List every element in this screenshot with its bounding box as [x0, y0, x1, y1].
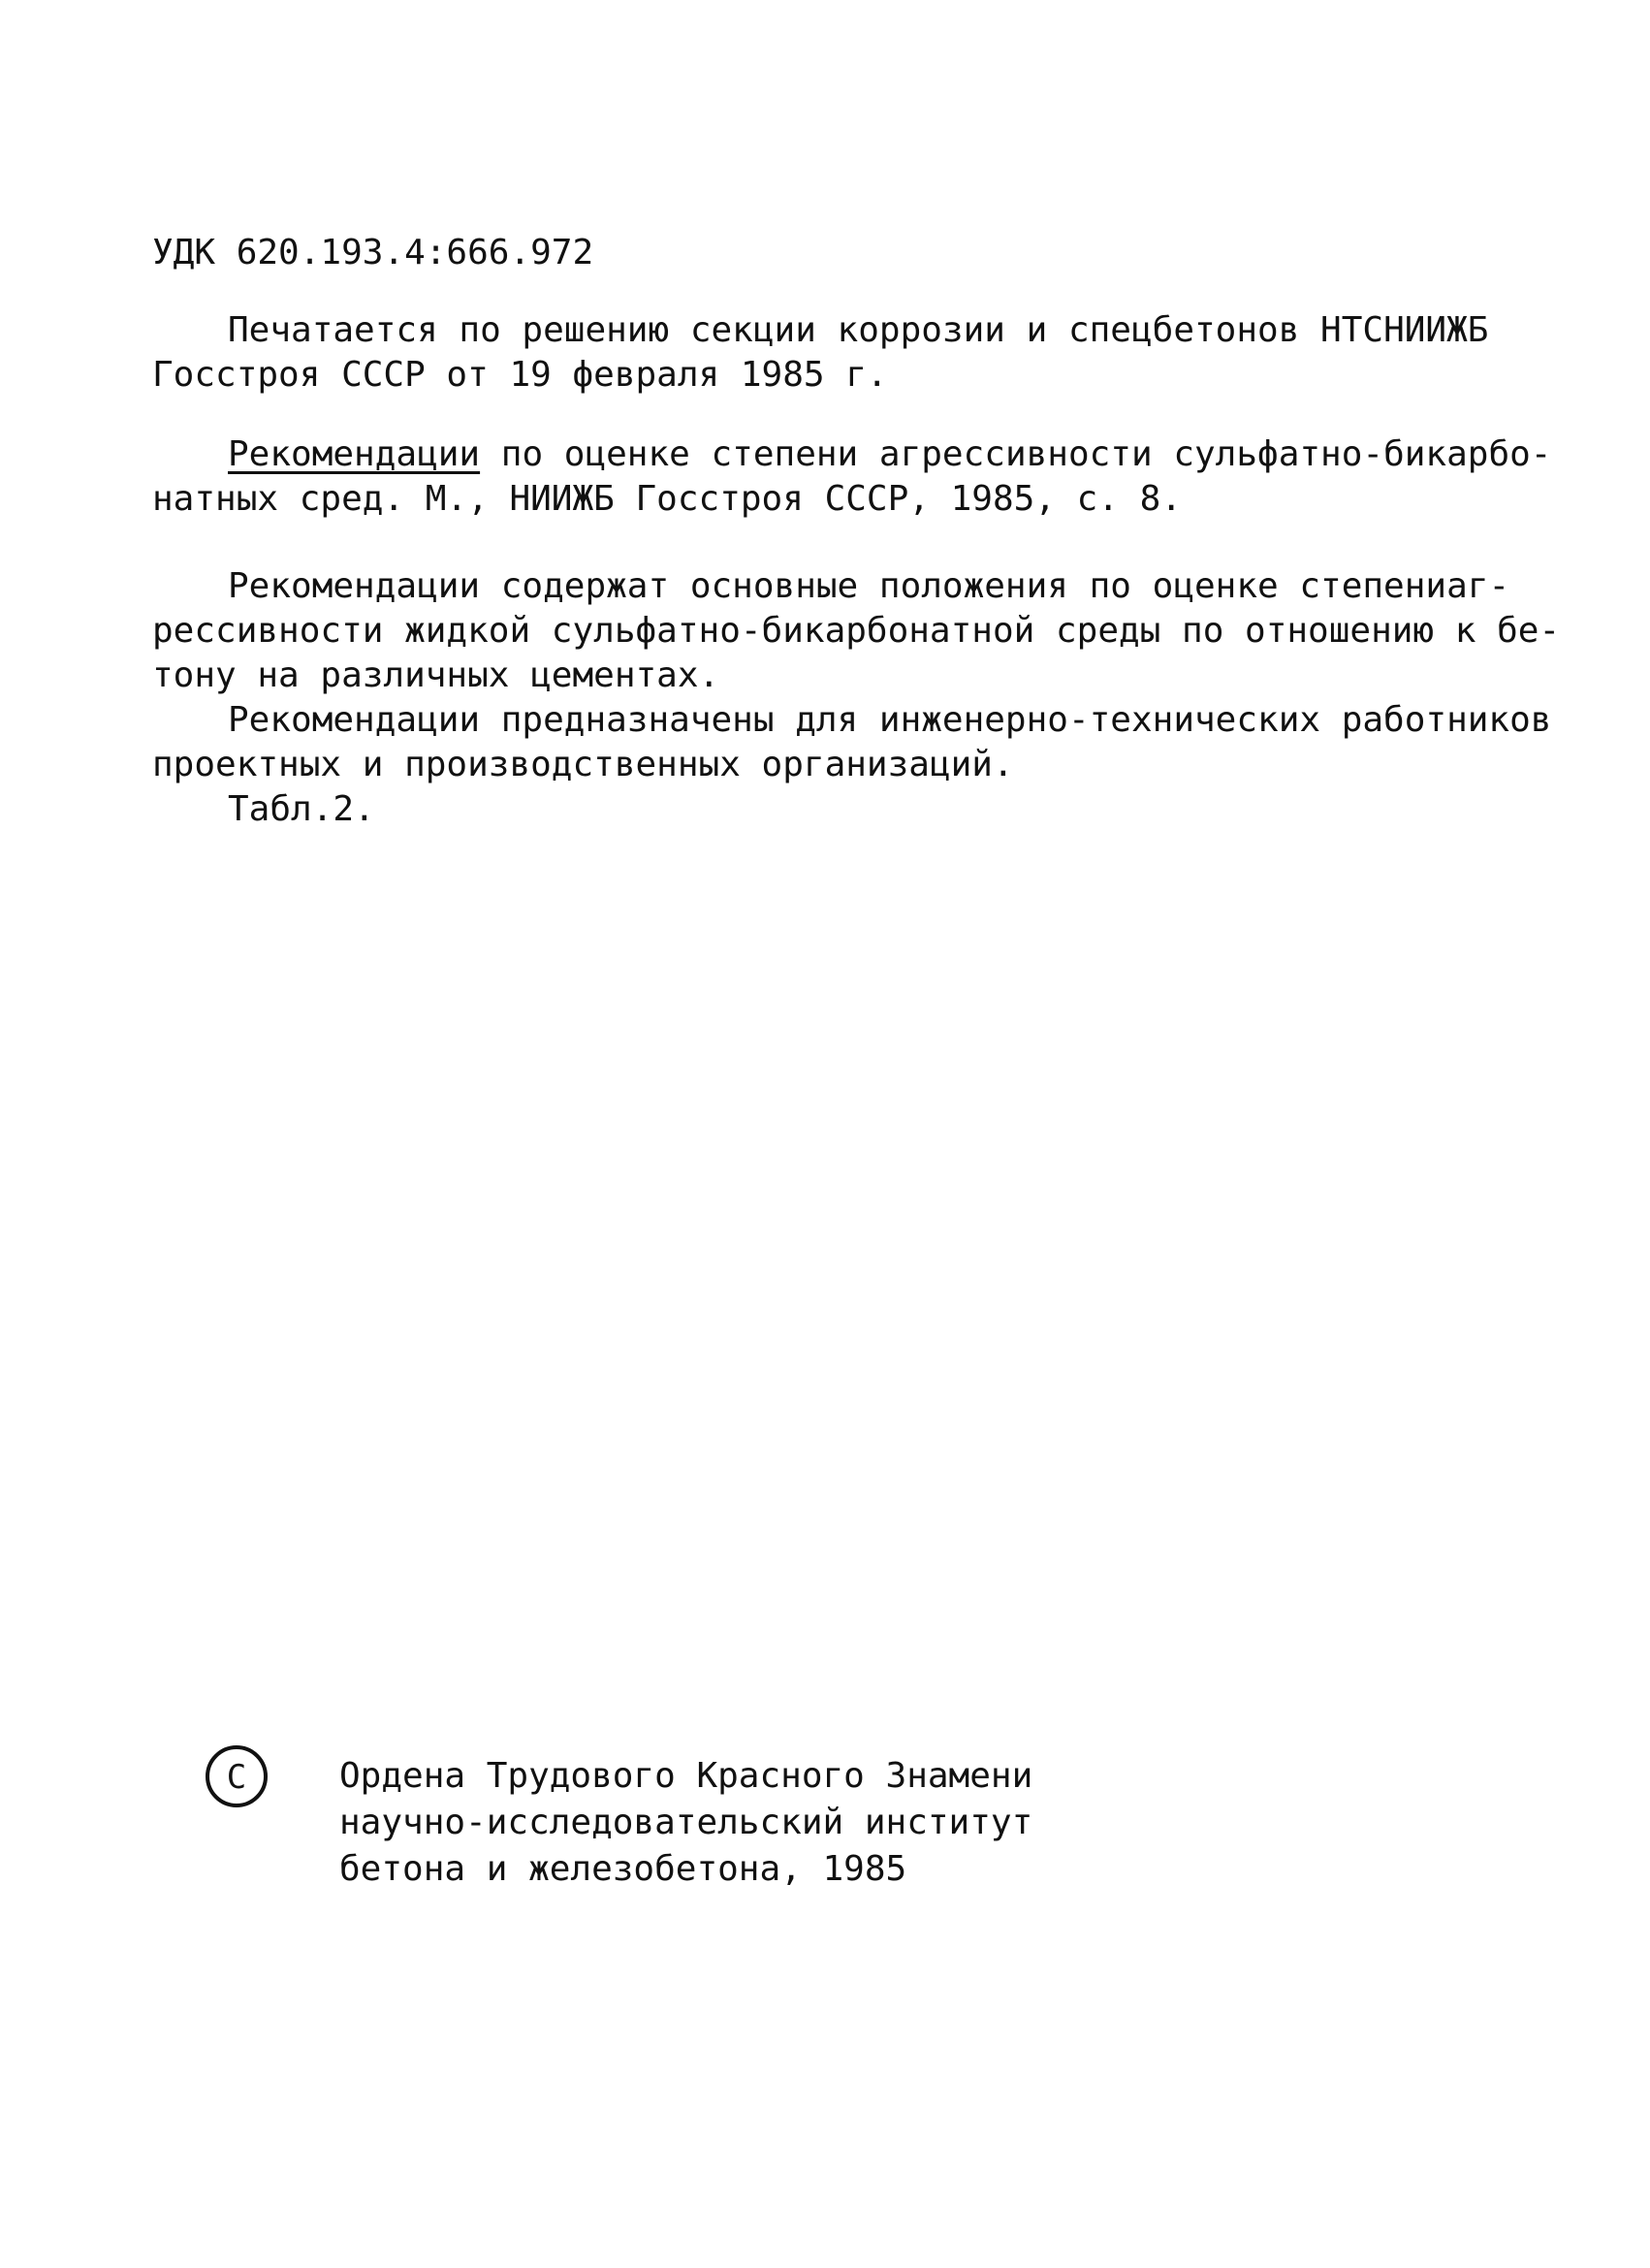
abstract-para-2-line-2: проектных и производственных организаций.: [152, 745, 1014, 784]
printing-note-line-1-end: НИИЖБ: [1383, 310, 1489, 350]
abstract-para-1-line-1-end: аг-: [1446, 566, 1510, 606]
citation: [152, 432, 1552, 522]
abstract-para-2-line-1: Рекомендации предназначены для инженерно-технических работников: [228, 700, 1552, 740]
abstract: [152, 564, 1561, 832]
udc-code: [152, 231, 1412, 275]
copyright-symbol: C: [226, 1758, 247, 1797]
citation-line-2: натных сред. М., НИИЖБ Госстроя СССР, 1985, с. 8.: [152, 479, 1183, 519]
abstract-para-1-line-3: тону на различных цементах.: [152, 655, 720, 695]
imprint-line-3: бетона и железобетона, 1985: [339, 1849, 907, 1889]
abstract-para-1-line-1: [152, 564, 1510, 609]
publisher-imprint: [339, 1753, 1032, 1893]
abstract-para-1-line-2: рессивности жидкой сульфатно-бикарбонатной среды по отношению к бе-: [152, 611, 1561, 651]
copyright-icon: [204, 1743, 270, 1809]
printing-note-line-1-text: Печатается по решению секции коррозии и спецбетонов НТС: [228, 310, 1384, 350]
citation-line-1: [152, 432, 1552, 477]
citation-line-1-rest: по оценке степени агрессивности сульфатно-бикарбо-: [480, 434, 1552, 474]
imprint-line-2: научно-исследовательский институт: [339, 1803, 1033, 1842]
imprint-line-1: Ордена Трудового Красного Знамени: [339, 1756, 1033, 1796]
printing-note: [152, 308, 1489, 398]
printing-note-line-2: Госстроя СССР от 19 февраля 1985 г.: [152, 355, 888, 395]
printing-note-line-1: [152, 308, 1489, 353]
citation-title-word: Рекомендации: [228, 434, 481, 474]
abstract-tables-count: Табл.2.: [228, 789, 375, 829]
abstract-para-1-line-1-text: Рекомендации содержат основные положения по оценке степени: [228, 566, 1447, 606]
udc-text: УДК 620.193.4:666.972: [152, 233, 594, 272]
